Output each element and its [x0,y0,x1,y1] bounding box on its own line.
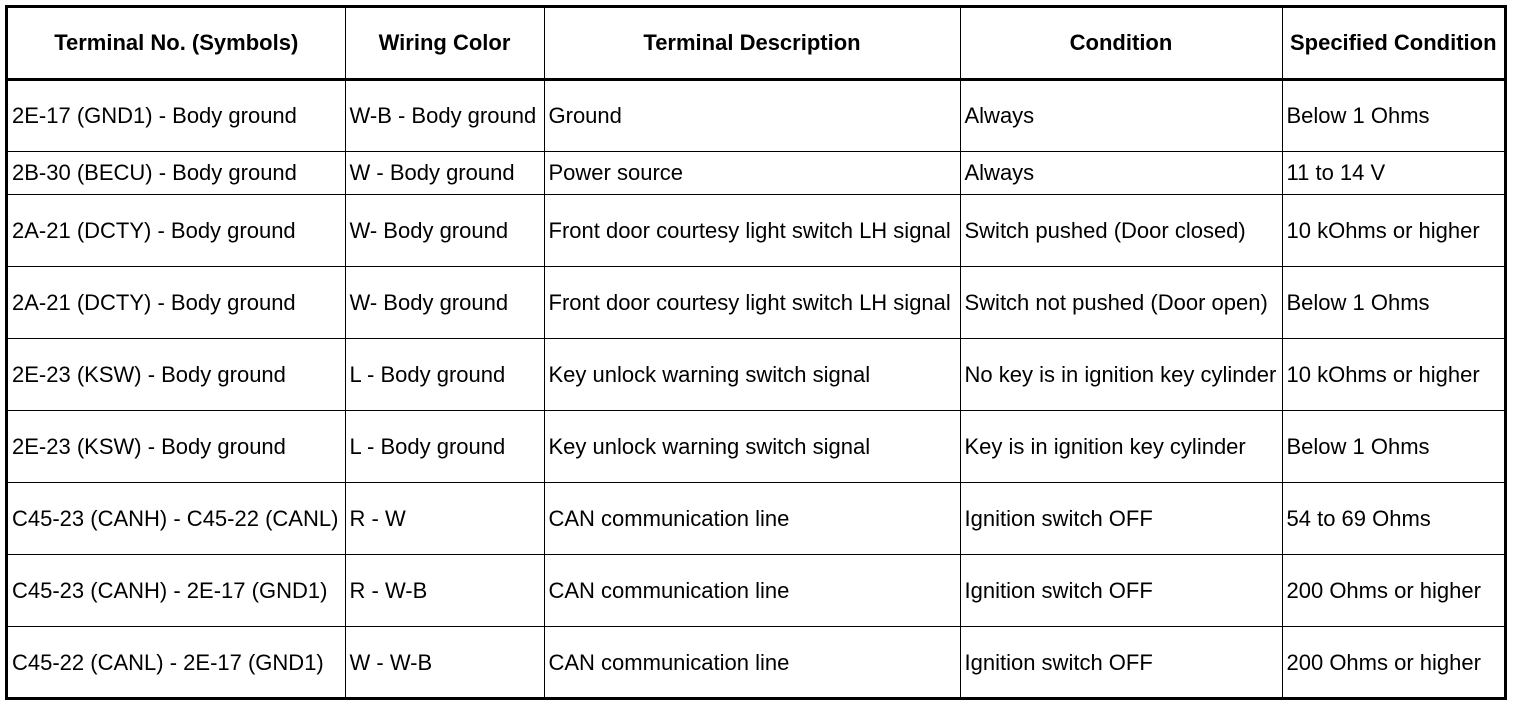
cell-specified-condition: 54 to 69 Ohms [1282,483,1504,555]
cell-specified-condition: Below 1 Ohms [1282,267,1504,339]
table-row [8,80,1504,152]
header-row [8,8,1504,80]
cell-condition: Always [960,80,1282,152]
cell-condition: Ignition switch OFF [960,483,1282,555]
table-header [8,8,1504,80]
cell-terminal-description: CAN communication line [544,555,960,627]
cell-terminal-no: 2A-21 (DCTY) - Body ground [8,195,345,267]
cell-specified-condition: 10 kOhms or higher [1282,339,1504,411]
cell-condition: Key is in ignition key cylinder [960,411,1282,483]
table-row [8,195,1504,267]
cell-specified-condition: 11 to 14 V [1282,152,1504,195]
cell-terminal-no: 2E-23 (KSW) - Body ground [8,411,345,483]
cell-wiring-color: L - Body ground [345,411,544,483]
cell-terminal-no: 2E-23 (KSW) - Body ground [8,339,345,411]
cell-terminal-description: Ground [544,80,960,152]
header-terminal-no: Terminal No. (Symbols) [8,8,345,80]
cell-condition: Ignition switch OFF [960,627,1282,699]
cell-wiring-color: W-B - Body ground [345,80,544,152]
cell-specified-condition: Below 1 Ohms [1282,80,1504,152]
cell-specified-condition: 10 kOhms or higher [1282,195,1504,267]
cell-condition: Switch pushed (Door closed) [960,195,1282,267]
cell-terminal-description: CAN communication line [544,627,960,699]
table-row [8,627,1504,699]
cell-specified-condition: 200 Ohms or higher [1282,627,1504,699]
header-condition: Condition [960,8,1282,80]
table-row [8,152,1504,195]
cell-specified-condition: Below 1 Ohms [1282,411,1504,483]
cell-terminal-description: Front door courtesy light switch LH signal [544,195,960,267]
cell-wiring-color: W - Body ground [345,152,544,195]
cell-condition: Always [960,152,1282,195]
cell-terminal-no: 2E-17 (GND1) - Body ground [8,80,345,152]
cell-condition: Switch not pushed (Door open) [960,267,1282,339]
cell-wiring-color: W - W-B [345,627,544,699]
cell-terminal-description: Front door courtesy light switch LH signal [544,267,960,339]
cell-specified-condition: 200 Ohms or higher [1282,555,1504,627]
table-row [8,411,1504,483]
cell-terminal-description: CAN communication line [544,483,960,555]
cell-wiring-color: W- Body ground [345,267,544,339]
terminal-spec-table [8,8,1504,699]
header-wiring-color: Wiring Color [345,8,544,80]
table-row [8,339,1504,411]
cell-terminal-no: C45-22 (CANL) - 2E-17 (GND1) [8,627,345,699]
cell-terminal-no: C45-23 (CANH) - C45-22 (CANL) [8,483,345,555]
terminal-spec-table-frame [5,5,1507,700]
cell-condition: No key is in ignition key cylinder [960,339,1282,411]
cell-terminal-no: 2B-30 (BECU) - Body ground [8,152,345,195]
cell-terminal-no: C45-23 (CANH) - 2E-17 (GND1) [8,555,345,627]
cell-wiring-color: R - W [345,483,544,555]
cell-wiring-color: L - Body ground [345,339,544,411]
cell-wiring-color: R - W-B [345,555,544,627]
table-row [8,483,1504,555]
table-row [8,555,1504,627]
cell-wiring-color: W- Body ground [345,195,544,267]
table-body [8,80,1504,699]
header-specified-condition: Specified Condition [1282,8,1504,80]
header-terminal-description: Terminal Description [544,8,960,80]
cell-terminal-no: 2A-21 (DCTY) - Body ground [8,267,345,339]
cell-condition: Ignition switch OFF [960,555,1282,627]
cell-terminal-description: Power source [544,152,960,195]
cell-terminal-description: Key unlock warning switch signal [544,411,960,483]
table-row [8,267,1504,339]
cell-terminal-description: Key unlock warning switch signal [544,339,960,411]
